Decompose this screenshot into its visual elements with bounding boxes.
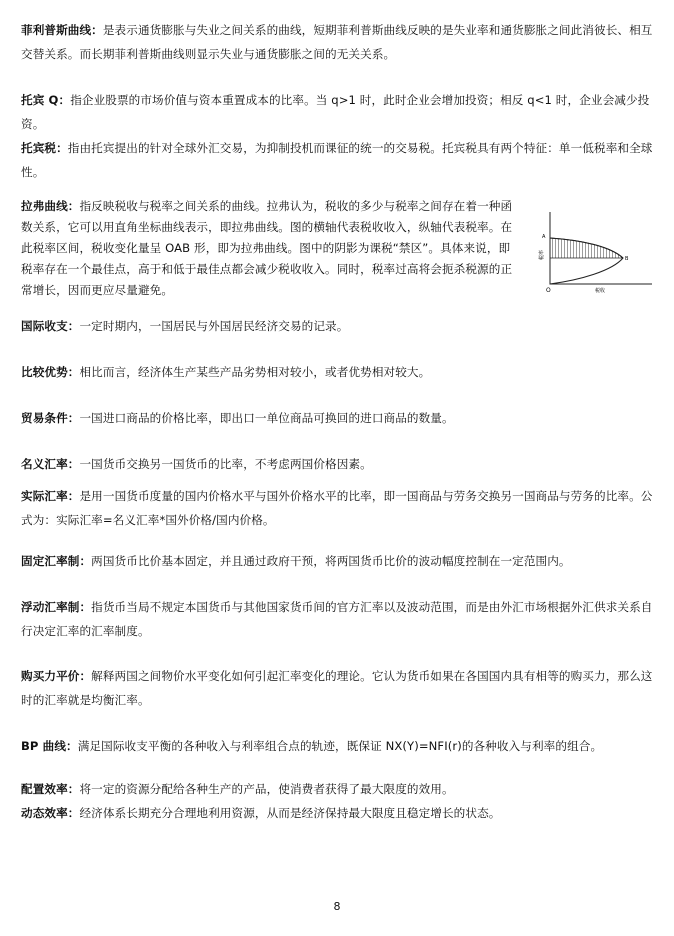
entry-bp-curve	[21, 734, 653, 758]
definition: 两国货币比价基本固定，并且通过政府干预，将两国货币比价的波动幅度控制在一定范围内。	[91, 554, 571, 568]
entry-balance-of-payments	[21, 314, 653, 338]
x-axis-label: 税收	[595, 288, 606, 294]
term: 实际汇率：	[21, 489, 80, 503]
definition: 一国进口商品的价格比率，即出口一单位商品可换回的进口商品的数量。	[79, 411, 454, 425]
entry-fixed-exchange-rate	[21, 549, 653, 573]
term: 配置效率：	[21, 782, 80, 796]
entry-floating-exchange-rate	[21, 595, 653, 643]
entry-tobin-q	[21, 88, 653, 136]
point-b-label: B	[625, 256, 629, 262]
definition: 是表示通货膨胀与失业之间关系的曲线，短期菲利普斯曲线反映的是失业率和通货膨胀之间此消彼长、相互交替关系。而长期菲利普斯曲线则显示失业与通货膨胀之间的无关关系。	[21, 23, 653, 61]
definition: 解释两国之间物价水平变化如何引起汇率变化的理论。它认为货币如果在各国国内具有相等的购买力，那么这时的汇率就是均衡汇率。	[21, 669, 653, 707]
definition: 经济体系长期充分合理地利用资源，从而是经济保持最大限度且稳定增长的状态。	[79, 806, 501, 820]
entry-phillips-curve	[21, 18, 653, 66]
term: 浮动汇率制：	[21, 600, 92, 614]
term: 贸易条件：	[21, 411, 80, 425]
definition: 指由托宾提出的针对全球外汇交易，为抑制投机而课征的统一的交易税。托宾税具有两个特征：单一低税率和全球性。	[21, 141, 653, 179]
term: 拉弗曲线：	[21, 199, 80, 213]
term: 比较优势：	[21, 365, 80, 379]
laffer-curve-diagram	[540, 206, 660, 294]
term: 购买力平价：	[21, 669, 92, 683]
definition: 是用一国货币度量的国内价格水平与国外价格水平的比率，即一国商品与劳务交换另一国商品与劳务的比率。公式为：实际汇率=名义汇率*国外价格/国内价格。	[21, 489, 653, 527]
definition: 满足国际收支平衡的各种收入与利率组合点的轨迹，既保证 NX(Y)=NFI(r)的各种收入与利率的组合。	[77, 739, 603, 753]
definition: 将一定的资源分配给各种生产的产品，使消费者获得了最大限度的效用。	[79, 782, 454, 796]
term: 动态效率：	[21, 806, 80, 820]
page-number: 8	[333, 900, 341, 913]
entry-nominal-exchange-rate	[21, 452, 653, 476]
y-axis-label: 税率	[539, 249, 545, 260]
definition: 一国货币交换另一国货币的比率，不考虑两国价格因素。	[79, 457, 372, 471]
laffer-curve-figure	[540, 206, 660, 294]
entry-laffer-curve	[21, 196, 521, 301]
entry-purchasing-power-parity	[21, 664, 653, 712]
term: 名义汇率：	[21, 457, 80, 471]
definition: 相比而言，经济体生产某些产品劣势相对较小，或者优势相对较大。	[79, 365, 431, 379]
entry-tobin-tax	[21, 136, 653, 184]
entry-terms-of-trade	[21, 406, 653, 430]
entry-comparative-advantage	[21, 360, 653, 384]
term: 菲利普斯曲线：	[21, 23, 103, 37]
definition: 一定时期内，一国居民与外国居民经济交易的记录。	[79, 319, 349, 333]
definition: 指反映税收与税率之间关系的曲线。拉弗认为，税收的多少与税率之间存在着一种函数关系，它可以用直角坐标曲线表示，即拉弗曲线。图的横轴代表税收收入，纵轴代表税率。在此税率区间，税收变化量呈 OAB 形，即为拉弗曲线。图中的阴影为课税“禁区”。具体来说，即税率存在一个最佳点，高于和低于最佳点都会减少税收收入。同时，税率过高将会扼杀税源的正常增长，因而更应尽量避免。	[21, 199, 513, 297]
term: 固定汇率制：	[21, 554, 92, 568]
definition: 指企业股票的市场价值与资本重置成本的比率。当 q>1 时，此时企业会增加投资；相反 q<1 时，企业会减少投资。	[21, 93, 650, 131]
entry-dynamic-efficiency	[21, 801, 653, 825]
term: 国际收支：	[21, 319, 80, 333]
point-a-label: A	[542, 234, 546, 240]
origin-label: O	[546, 287, 551, 294]
entry-allocative-efficiency	[21, 777, 653, 801]
term: 托宾 Q：	[21, 93, 71, 107]
prohibited-zone-shading	[550, 238, 623, 258]
entry-real-exchange-rate	[21, 484, 653, 532]
term: 托宾税：	[21, 141, 68, 155]
definition: 指货币当局不规定本国货币与其他国家货币间的官方汇率以及波动范围，而是由外汇市场根据外汇供求关系自行决定汇率的汇率制度。	[21, 600, 653, 638]
term: BP 曲线：	[21, 739, 78, 753]
